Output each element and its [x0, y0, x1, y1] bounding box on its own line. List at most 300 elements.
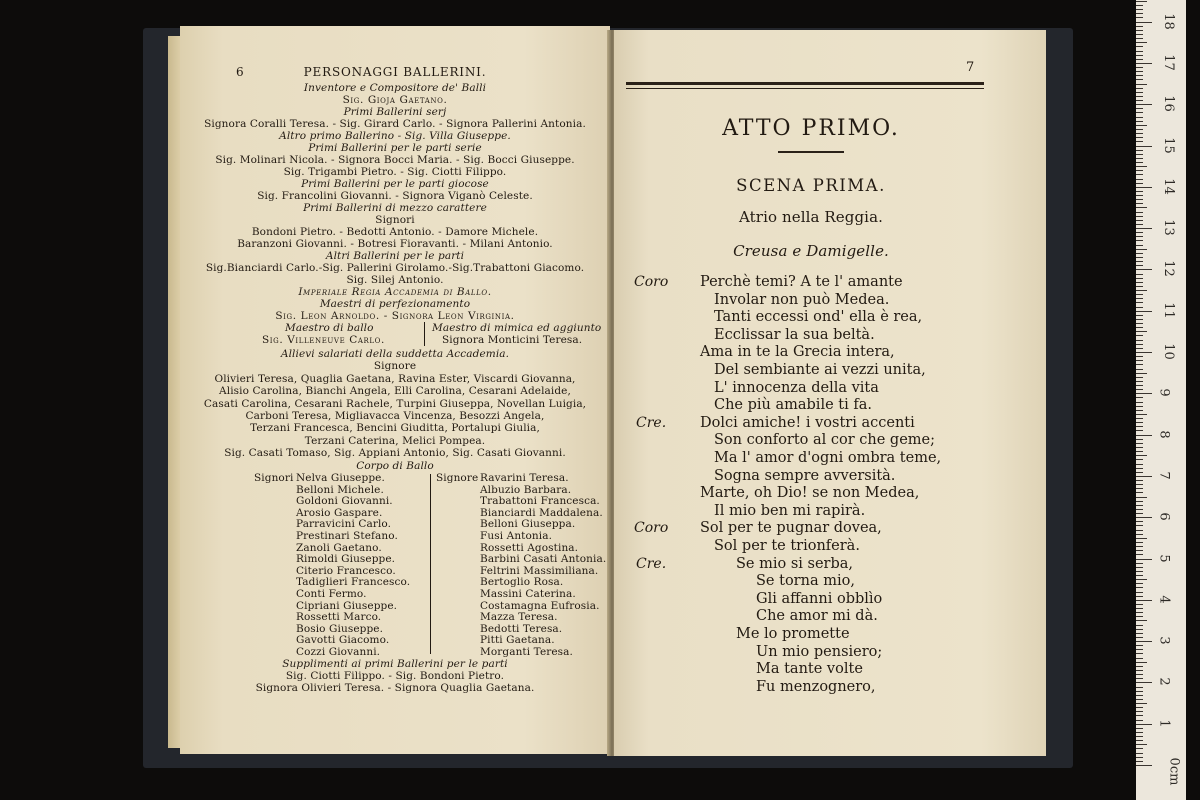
cast-line: Signora Coralli Teresa. - Sig. Girard Carlo. - Signora Pallerini Antonia.	[204, 118, 586, 130]
verse-line: Dolci amiche! i vostri accenti	[700, 414, 915, 431]
cast-line: Sig. Casati Tomaso, Sig. Appiani Antonio, Sig. Casati Giovanni.	[224, 447, 566, 460]
ruler-tick	[1136, 331, 1147, 332]
verse-line: L' innocenza della vita	[714, 379, 879, 396]
cast-line: Casati Carolina, Cesarani Rachele, Turpini Giuseppa, Novellan Luigia,	[203, 397, 587, 410]
ruler-tick	[1136, 567, 1143, 568]
ruler-tick	[1136, 687, 1143, 688]
ruler-number: 17	[1160, 54, 1176, 71]
ruler-tick	[1136, 616, 1143, 617]
ruler-tick	[1136, 96, 1143, 97]
ruler-number: 4	[1156, 595, 1172, 604]
ruler-tick	[1136, 583, 1143, 584]
ruler-tick	[1136, 418, 1143, 419]
ruler-tick	[1136, 150, 1143, 151]
corpo-member: Bertoglio Rosa.	[480, 576, 564, 589]
ruler-tick	[1136, 715, 1143, 716]
page-number-right: 7	[966, 60, 975, 75]
ruler-tick	[1136, 5, 1143, 6]
ruler-tick	[1136, 269, 1152, 270]
measuring-ruler	[1136, 0, 1186, 800]
verse-line: Ama in te la Grecia intera,	[700, 344, 895, 361]
corpo-member: Mazza Teresa.	[480, 611, 558, 624]
cast-line: Alisio Carolina, Bianchi Angela, Elli Carolina, Cesarani Adelaide,	[219, 385, 571, 398]
corpo-member: Cozzi Giovanni.	[296, 646, 381, 658]
ruler-tick	[1136, 88, 1143, 89]
ruler-tick	[1136, 451, 1143, 452]
ruler-tick	[1136, 257, 1143, 258]
ruler-tick	[1136, 732, 1143, 733]
ruler-tick	[1136, 344, 1143, 345]
ruler-tick	[1136, 319, 1143, 320]
verse-line: Se mio si serba,	[736, 555, 854, 572]
ruler-tick	[1136, 71, 1143, 72]
ruler-number: 9	[1156, 388, 1172, 397]
ruler-tick	[1136, 315, 1143, 316]
corpo-member: Rimoldi Giuseppe.	[296, 553, 396, 566]
ruler-tick	[1136, 505, 1143, 506]
ruler-tick	[1136, 430, 1143, 431]
ruler-tick	[1136, 550, 1143, 551]
ruler-number: 13	[1160, 219, 1176, 236]
corpo-member: Massini Caterina.	[480, 588, 576, 600]
corpo-member: Barbini Casati Antonia.	[480, 553, 607, 566]
scene-title: SCENA PRIMA.	[736, 176, 886, 195]
ruler-tick	[1136, 92, 1143, 93]
ruler-tick	[1136, 278, 1143, 279]
corpo-member: Prestinari Stefano.	[296, 530, 398, 542]
cast-line: Terzani Francesca, Bencini Giuditta, Portalupi Giulia,	[250, 422, 540, 435]
ruler-number: 8	[1156, 429, 1172, 439]
ruler-tick	[1136, 364, 1143, 365]
ruler-tick	[1136, 571, 1143, 572]
ruler-number: 7	[1156, 471, 1172, 480]
ruler-unit-label: 0cm	[1166, 757, 1182, 786]
ruler-tick	[1136, 464, 1143, 465]
ruler-tick	[1136, 352, 1152, 353]
ruler-tick	[1136, 174, 1143, 175]
verse-line: Un mio pensiero;	[756, 643, 883, 660]
ruler-tick	[1136, 691, 1143, 692]
ruler-tick	[1136, 46, 1143, 47]
ruler-tick	[1136, 744, 1147, 745]
corpo-member: Belloni Giuseppa.	[480, 518, 576, 531]
corpo-member: Parravicini Carlo.	[296, 518, 392, 531]
ruler-tick	[1136, 525, 1143, 526]
cast-line: Sig. Trigambi Pietro. - Sig. Ciotti Filippo.	[283, 166, 507, 178]
corpo-bracket	[430, 474, 431, 654]
ruler-tick	[1136, 587, 1143, 588]
ruler-tick	[1136, 170, 1143, 171]
maestri-bracket	[424, 322, 425, 346]
ruler-tick	[1136, 563, 1143, 564]
cast-line: Sig. Gioja Gaetano.	[342, 94, 448, 106]
ruler-tick	[1136, 249, 1147, 250]
corpo-member: Bianciardi Maddalena.	[480, 506, 603, 519]
cast-line: Primi Ballerini di mezzo carattere	[303, 202, 487, 214]
verse-line: Che più amabile ti fa.	[714, 397, 872, 414]
ruler-tick	[1136, 158, 1143, 159]
ruler-tick	[1136, 748, 1143, 749]
ruler-tick	[1136, 42, 1147, 43]
ruler-tick	[1136, 356, 1143, 357]
ruler-tick	[1136, 311, 1152, 312]
corpo-member: Rossetti Agostina.	[480, 541, 579, 554]
ruler-tick	[1136, 720, 1143, 721]
ruler-tick	[1136, 645, 1143, 646]
verse-line: Ecclissar la sua beltà.	[714, 326, 875, 343]
ruler-tick	[1136, 236, 1143, 237]
corpo-member: Gavotti Giacomo.	[296, 634, 390, 647]
corpo-member: Citerio Francesco.	[296, 564, 396, 577]
ruler-number: 2	[1156, 677, 1172, 687]
corpo-member: Albuzio Barbara.	[480, 483, 572, 496]
ruler-tick	[1136, 459, 1143, 460]
ruler-tick	[1136, 468, 1143, 469]
cast-line: Signora Olivieri Teresa. - Signora Quaglia Gaetana.	[255, 682, 535, 694]
ruler-tick	[1136, 385, 1143, 386]
header-rule-thin	[626, 88, 984, 89]
cast-line: Signori	[375, 214, 415, 226]
ruler-tick	[1136, 765, 1152, 766]
verse-line: Me lo promette	[736, 626, 850, 642]
ruler-tick	[1136, 141, 1143, 142]
corpo-member: Fusi Antonia.	[480, 530, 553, 542]
ruler-tick	[1136, 707, 1143, 708]
ruler-tick	[1136, 666, 1143, 667]
ruler-tick	[1136, 530, 1143, 531]
ruler-number: 5	[1156, 553, 1172, 563]
ruler-tick	[1136, 195, 1143, 196]
ruler-tick	[1136, 761, 1143, 762]
ruler-tick	[1136, 67, 1143, 68]
verse-line: Sogna sempre avversità.	[714, 467, 896, 484]
corpo-member: Arosio Gaspare.	[296, 506, 383, 519]
corpo-signore-header: Signore	[436, 472, 479, 484]
ruler-tick	[1136, 501, 1143, 502]
ruler-tick	[1136, 435, 1152, 436]
ruler-tick	[1136, 703, 1147, 704]
cast-line: Sig.Bianciardi Carlo.-Sig. Pallerini Girolamo.-Sig.Trabattoni Giacomo.	[205, 262, 585, 274]
ruler-tick	[1136, 620, 1147, 621]
verse-line: Tanti eccessi ond' ella è rea,	[714, 309, 923, 326]
ruler-tick	[1136, 670, 1143, 671]
verse-line: Perchè temi? A te l' amante	[700, 274, 903, 290]
ruler-tick	[1136, 542, 1143, 543]
ruler-tick	[1136, 162, 1143, 163]
corpo-member: Ravarini Teresa.	[480, 472, 569, 484]
ruler-tick	[1136, 604, 1143, 605]
ruler-tick	[1136, 282, 1143, 283]
ruler-tick	[1136, 348, 1143, 349]
ruler-tick	[1136, 389, 1143, 390]
ruler-tick	[1136, 125, 1147, 126]
corpo-member: Bosio Giuseppe.	[296, 622, 384, 635]
ruler-tick	[1136, 736, 1143, 737]
verse-line: Che amor mi dà.	[756, 608, 878, 625]
ruler-tick	[1136, 216, 1143, 217]
ruler-tick	[1136, 340, 1143, 341]
ruler-tick	[1136, 228, 1152, 229]
ruler-number: 14	[1160, 178, 1176, 195]
speaker-label: Coro	[634, 274, 669, 290]
ruler-tick	[1136, 492, 1143, 493]
verse-line: Sol per te trionferà.	[714, 538, 860, 554]
ruler-tick	[1136, 559, 1152, 560]
ruler-tick	[1136, 22, 1152, 23]
cast-line: Altro primo Ballerino - Sig. Villa Giuseppe.	[279, 130, 511, 142]
speaker-label: Cre.	[636, 414, 667, 431]
speaker-label: Cre.	[636, 555, 667, 572]
ruler-tick	[1136, 212, 1143, 213]
ruler-tick	[1136, 439, 1143, 440]
ruler-tick	[1136, 203, 1143, 204]
ruler-tick	[1136, 521, 1143, 522]
cast-line: Primi Ballerini serj	[343, 106, 447, 118]
ruler-tick	[1136, 592, 1143, 593]
ruler-tick	[1136, 261, 1143, 262]
ruler-tick	[1136, 484, 1143, 485]
page-number-left: 6	[236, 65, 244, 79]
ruler-tick	[1136, 724, 1152, 725]
title-rule	[778, 151, 844, 153]
ruler-tick	[1136, 75, 1143, 76]
ruler-tick	[1136, 104, 1152, 105]
ruler-tick	[1136, 84, 1147, 85]
ruler-tick	[1136, 121, 1143, 122]
ruler-tick	[1136, 9, 1143, 10]
ruler-tick	[1136, 245, 1143, 246]
maestro-mimica-name: Signora Monticini Teresa.	[442, 334, 583, 346]
ruler-tick	[1136, 220, 1143, 221]
ruler-number: 3	[1156, 636, 1172, 645]
ruler-tick	[1136, 538, 1147, 539]
ruler-tick	[1136, 406, 1143, 407]
ruler-tick	[1136, 633, 1143, 634]
ruler-tick	[1136, 26, 1143, 27]
ruler-tick	[1136, 513, 1143, 514]
cast-line: Olivieri Teresa, Quaglia Gaetana, Ravina Ester, Viscardi Giovanna,	[214, 372, 576, 385]
ruler-tick	[1136, 240, 1143, 241]
cast-line: Sig. Silej Antonio.	[346, 274, 444, 286]
corpo-member: Conti Fermo.	[296, 588, 367, 600]
cast-line: Maestri di perfezionamento	[319, 298, 471, 310]
ruler-tick	[1136, 290, 1147, 291]
ruler-number: 1	[1156, 719, 1172, 728]
ruler-tick	[1136, 600, 1152, 601]
verse-line: Il mio ben mi rapirà.	[714, 502, 866, 519]
ruler-number: 11	[1160, 301, 1176, 319]
ruler-tick	[1136, 108, 1143, 109]
cast-line: Sig. Ciotti Filippo. - Sig. Bondoni Pietro.	[285, 670, 505, 682]
ruler-tick	[1136, 625, 1143, 626]
ruler-tick	[1136, 55, 1143, 56]
ruler-tick	[1136, 658, 1143, 659]
cast-line: Corpo di Ballo	[356, 459, 434, 472]
ruler-tick	[1136, 497, 1147, 498]
ruler-tick	[1136, 323, 1143, 324]
ruler-tick	[1136, 207, 1147, 208]
header-rule-thick	[626, 82, 984, 85]
ruler-tick	[1136, 146, 1152, 147]
ruler-number: 16	[1160, 95, 1176, 112]
ruler-number: 18	[1160, 12, 1176, 30]
ruler-tick	[1136, 410, 1143, 411]
verse-line: Involar non può Medea.	[714, 291, 890, 308]
corpo-member: Morganti Teresa.	[480, 646, 573, 658]
ruler-tick	[1136, 509, 1143, 510]
ruler-tick	[1136, 488, 1143, 489]
speaker-label: Coro	[634, 520, 669, 537]
ruler-tick	[1136, 678, 1143, 679]
ruler-tick	[1136, 369, 1143, 370]
ruler-tick	[1136, 286, 1143, 287]
ruler-tick	[1136, 199, 1143, 200]
cast-line: Sig. Molinari Nicola. - Signora Bocci Maria. - Sig. Bocci Giuseppe.	[215, 154, 575, 166]
ruler-tick	[1136, 740, 1143, 741]
ruler-tick	[1136, 13, 1143, 14]
ruler-tick	[1136, 117, 1143, 118]
ruler-tick	[1136, 307, 1143, 308]
ruler-tick	[1136, 699, 1143, 700]
ruler-tick	[1136, 695, 1143, 696]
ruler-tick	[1136, 422, 1143, 423]
ruler-tick	[1136, 63, 1152, 64]
ruler-tick	[1136, 253, 1143, 254]
cast-line: Carboni Teresa, Migliavacca Vincenza, Besozzi Angela,	[245, 410, 545, 422]
ruler-tick	[1136, 653, 1143, 654]
ruler-tick	[1136, 728, 1143, 729]
ruler-tick	[1136, 79, 1143, 80]
corpo-member: Zanoli Gaetano.	[296, 541, 382, 554]
corpo-member: Costamagna Eufrosia.	[480, 599, 600, 612]
ruler-tick	[1136, 34, 1143, 35]
corpo-member: Pitti Gaetana.	[480, 634, 555, 647]
scene-characters: Creusa e Damigelle.	[733, 242, 889, 260]
verse-line: Ma l' amor d'ogni ombra teme,	[714, 450, 942, 466]
verse-line: Ma tante volte	[756, 661, 863, 678]
ruler-tick	[1136, 579, 1147, 580]
cast-line: Supplimenti ai primi Ballerini per le parti	[282, 658, 508, 670]
ruler-tick	[1136, 641, 1152, 642]
ruler-tick	[1136, 17, 1143, 18]
ruler-tick	[1136, 30, 1143, 31]
ruler-tick	[1136, 455, 1147, 456]
ruler-tick	[1136, 59, 1143, 60]
corpo-member: Feltrini Massimiliana.	[480, 564, 599, 577]
corpo-member: Bedotti Teresa.	[480, 622, 563, 635]
ruler-tick	[1136, 402, 1143, 403]
verse-line: Fu menzognero,	[756, 678, 876, 695]
corpo-member: Rossetti Marco.	[296, 611, 382, 624]
corpo-member: Nelva Giuseppe.	[296, 472, 385, 484]
cast-line: Bondoni Pietro. - Bedotti Antonio. - Damore Michele.	[251, 226, 539, 238]
ruler-tick	[1136, 298, 1143, 299]
ruler-tick	[1136, 629, 1143, 630]
verse-line: Son conforto al cor che geme;	[714, 432, 936, 449]
ruler-number: 12	[1160, 260, 1176, 278]
ruler-tick	[1136, 596, 1143, 597]
cast-line: Signore	[373, 360, 417, 373]
ruler-number: 6	[1156, 512, 1172, 521]
ruler-tick	[1136, 373, 1147, 374]
maestro-ballo-title: Maestro di ballo	[285, 322, 374, 334]
act-title: ATTO PRIMO.	[722, 116, 900, 141]
ruler-tick	[1136, 554, 1143, 555]
cast-line: Altri Ballerini per le parti	[325, 250, 465, 262]
cast-line: Baranzoni Giovanni. - Botresi Fioravanti. - Milani Antonio.	[237, 238, 553, 250]
ruler-tick	[1136, 302, 1143, 303]
ruler-tick	[1136, 51, 1143, 52]
ruler-tick	[1136, 1, 1147, 2]
ruler-number: 10	[1160, 343, 1176, 360]
scene-setting: Atrio nella Reggia.	[739, 208, 883, 226]
cast-line: Allievi salariati della suddetta Accademia.	[280, 348, 510, 360]
ruler-tick	[1136, 753, 1143, 754]
ruler-tick	[1136, 327, 1143, 328]
ruler-tick	[1136, 711, 1143, 712]
ruler-tick	[1136, 674, 1143, 675]
maestro-mimica-title: Maestro di mimica ed aggiunto	[432, 322, 602, 334]
verse-line: Del sembiante ai vezzi unita,	[714, 362, 926, 378]
verse-line: Sol per te pugnar dovea,	[700, 520, 882, 537]
ruler-tick	[1136, 480, 1143, 481]
corpo-member: Belloni Michele.	[296, 483, 384, 496]
ruler-tick	[1136, 191, 1143, 192]
ruler-tick	[1136, 534, 1143, 535]
ruler-tick	[1136, 112, 1143, 113]
ruler-tick	[1136, 608, 1143, 609]
ruler-tick	[1136, 224, 1143, 225]
corpo-member: Cipriani Giuseppe.	[296, 599, 398, 612]
ruler-tick	[1136, 129, 1143, 130]
ruler-tick	[1136, 414, 1147, 415]
ruler-tick	[1136, 133, 1143, 134]
ruler-tick	[1136, 377, 1143, 378]
ruler-tick	[1136, 757, 1143, 758]
cast-line: Sig. Francolini Giovanni. - Signora Viganò Celeste.	[257, 190, 533, 202]
ruler-tick	[1136, 476, 1152, 477]
ruler-tick	[1136, 137, 1143, 138]
cast-line: Terzani Caterina, Melici Pompea.	[304, 434, 486, 447]
ruler-tick	[1136, 38, 1143, 39]
corpo-member: Goldoni Giovanni.	[296, 495, 393, 508]
ruler-number: 15	[1160, 136, 1176, 154]
ruler-tick	[1136, 649, 1143, 650]
corpo-signori-header: Signori	[254, 472, 294, 484]
cast-line: Primi Ballerini per le parti serie	[308, 142, 482, 154]
ruler-tick	[1136, 265, 1143, 266]
ruler-tick	[1136, 166, 1147, 167]
cast-line: Inventore e Compositore de' Balli	[303, 82, 487, 94]
ruler-tick	[1136, 294, 1143, 295]
ruler-tick	[1136, 232, 1143, 233]
ruler-tick	[1136, 612, 1143, 613]
ruler-tick	[1136, 575, 1143, 576]
ruler-tick	[1136, 682, 1152, 683]
cast-line: Sig. Leon Arnoldo. - Signora Leon Virginia.	[275, 310, 515, 322]
ruler-tick	[1136, 335, 1143, 336]
ruler-tick	[1136, 447, 1143, 448]
ruler-tick	[1136, 187, 1152, 188]
running-head: PERSONAGGI BALLERINI.	[303, 65, 487, 79]
ruler-tick	[1136, 662, 1147, 663]
cast-line: Primi Ballerini per le parti giocose	[301, 178, 489, 190]
right-page	[614, 30, 1046, 756]
ruler-tick	[1136, 381, 1143, 382]
ruler-tick	[1136, 274, 1143, 275]
ruler-tick	[1136, 360, 1143, 361]
ruler-tick	[1136, 154, 1143, 155]
